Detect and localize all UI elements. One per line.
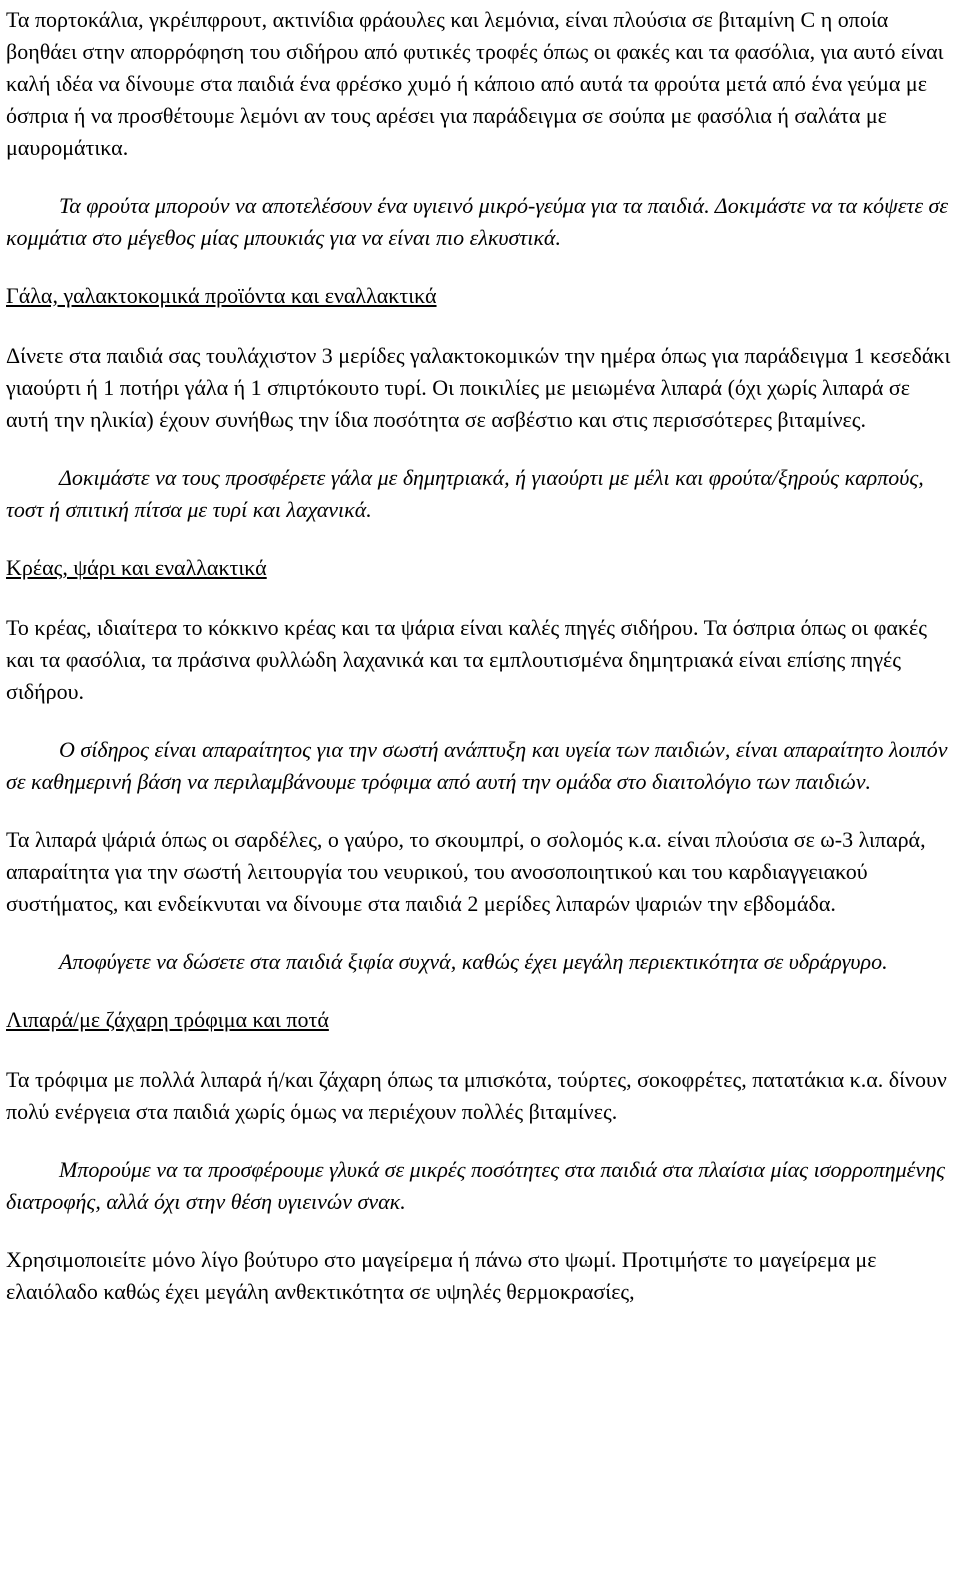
section-heading-dairy: Γάλα, γαλακτοκομικά προϊόντα και εναλλακτικά <box>6 283 437 308</box>
document-page <box>6 4 956 1308</box>
tip-iron: Ο σίδηρος είναι απαραίτητος για την σωστή ανάπτυξη και υγεία των παιδιών, είναι απαραίτητο λοιπόν σε καθημερινή βάση να περιλαμβάνουμε τρόφιμα από αυτή την ομάδα στο διαιτολόγιο των παιδιών. <box>6 737 948 794</box>
paragraph-butter: Χρησιμοποιείτε μόνο λίγο βούτυρο στο μαγείρεμα ή πάνω στο ψωμί. Προτιμήστε το μαγείρεμα με ελαιόλαδο καθώς έχει μεγάλη ανθεκτικότητα σε υψηλές θερμοκρασίες, <box>6 1247 877 1304</box>
section-heading-fat-sugar: Λιπαρά/με ζάχαρη τρόφιμα και ποτά <box>6 1007 329 1032</box>
section-heading-meat-fish: Κρέας, ψάρι και εναλλακτικά <box>6 555 267 580</box>
paragraph-fat-sugar: Τα τρόφιμα με πολλά λιπαρά ή/και ζάχαρη όπως τα μπισκότα, τούρτες, σοκοφρέτες, πατατάκια κ.α. δίνουν πολύ ενέργεια στα παιδιά χωρίς όμως να περιέχουν πολλές βιταμίνες. <box>6 1067 947 1124</box>
tip-dairy: Δοκιμάστε να τους προσφέρετε γάλα με δημητριακά, ή γιαούρτι με μέλι και φρούτα/ξηρούς καρπούς, τοστ ή σπιτική πίτσα με τυρί και λαχανικά. <box>6 465 924 522</box>
tip-sweets: Μπορούμε να τα προσφέρουμε γλυκά σε μικρές ποσότητες στα παιδιά στα πλαίσια μίας ισορροπημένης διατροφής, αλλά όχι στην θέση υγιεινών σνακ. <box>6 1157 945 1214</box>
paragraph-oily-fish: Τα λιπαρά ψάριά όπως οι σαρδέλες, ο γαύρο, το σκουμπρί, ο σολομός κ.α. είναι πλούσια σε ω-3 λιπαρά, απαραίτητα για την σωστή λειτουργία του νευρικού, του ανοσοποιητικού και του καρδιαγγειακού συστήματος, και ενδείκνυται να δίνουμε στα παιδιά 2 μερίδες λιπαρών ψαριών την εβδομάδα. <box>6 827 926 916</box>
paragraph-vitamin-c: Τα πορτοκάλια, γκρέιπφρουτ, ακτινίδια φράουλες και λεμόνια, είναι πλούσια σε βιταμίνη C η οποία βοηθάει στην απορρόφηση του σιδήρου από φυτικές τροφές όπως οι φακές και τα φασόλια, για αυτό είναι καλή ιδέα να δίνουμε στα παιδιά ένα φρέσκο χυμό ή κάποιο από αυτά τα φρούτα μετά από ένα γεύμα με όσπρια ή να προσθέτουμε λεμόνι αν τους αρέσει για παράδειγμα σε σούπα με φασόλια ή σαλάτα με μαυρομάτικα. <box>6 7 944 160</box>
paragraph-iron-sources: Το κρέας, ιδιαίτερα το κόκκινο κρέας και τα ψάρια είναι καλές πηγές σιδήρου. Τα όσπρια όπως οι φακές και τα φασόλια, τα πράσινα φυλλώδη λαχανικά και τα εμπλουτισμένα δημητριακά είναι επίσης πηγές σιδήρου. <box>6 615 927 704</box>
tip-fruit-snack: Τα φρούτα μπορούν να αποτελέσουν ένα υγιεινό μικρό-γεύμα για τα παιδιά. Δοκιμάστε να τα κόψετε σε κομμάτια στο μέγεθος μίας μπουκιάς για να είναι πιο ελκυστικά. <box>6 193 949 250</box>
paragraph-dairy: Δίνετε στα παιδιά σας τουλάχιστον 3 μερίδες γαλακτοκομικών την ημέρα όπως για παράδειγμα 1 κεσεδάκι γιαούρτι ή 1 ποτήρι γάλα ή 1 σπιρτόκουτο τυρί. Οι ποικιλίες με μειωμένα λιπαρά (όχι χωρίς λιπαρά σε αυτή την ηλικία) έχουν συνήθως την ίδια ποσότητα σε ασβέστιο και στις περισσότερες βιταμίνες. <box>6 343 951 432</box>
tip-swordfish: Αποφύγετε να δώσετε στα παιδιά ξιφία συχνά, καθώς έχει μεγάλη περιεκτικότητα σε υδράργυρο. <box>59 949 888 974</box>
